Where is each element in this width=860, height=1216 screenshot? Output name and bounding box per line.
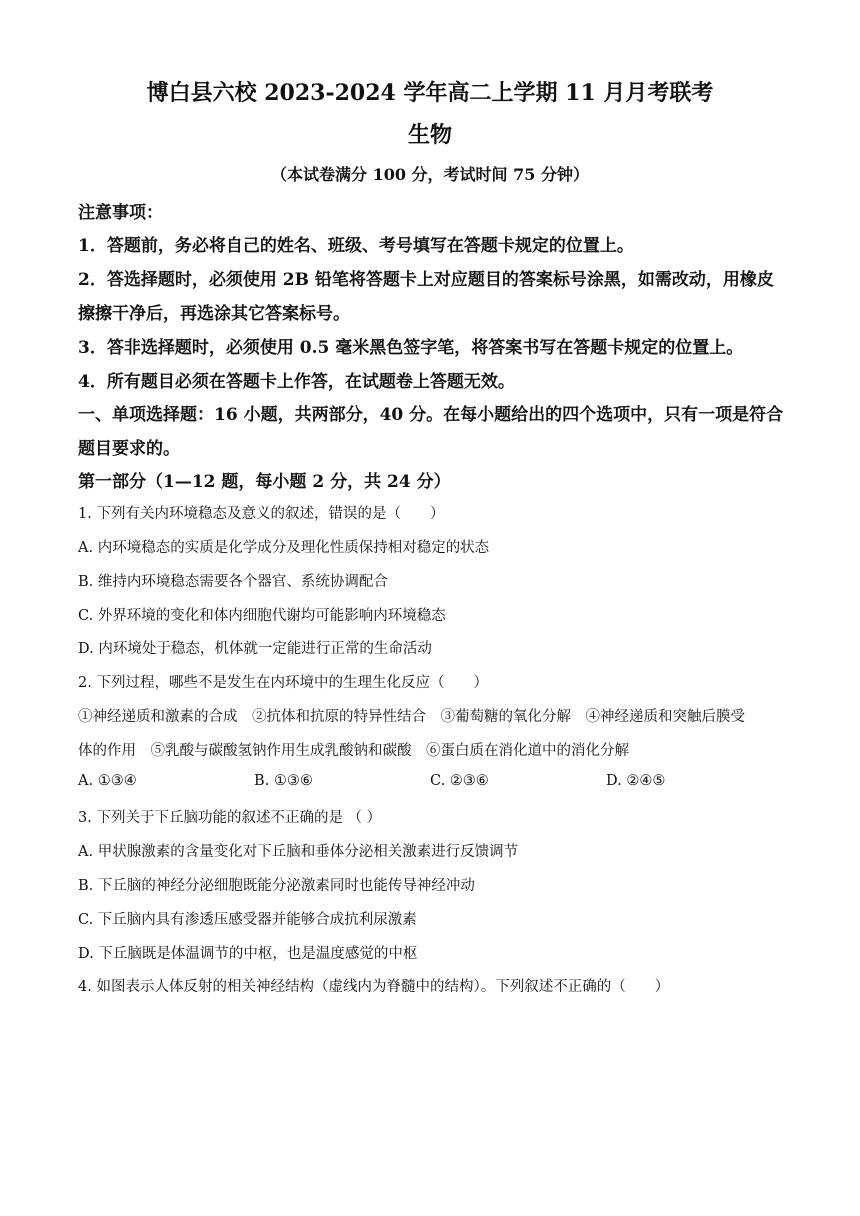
q1-option-c: C. 外界环境的变化和体内细胞代谢均可能影响内环境稳态 xyxy=(78,608,446,624)
exam-title: 博白县六校 2023-2024 学年高二上学期 11 月月考联考 xyxy=(146,80,714,106)
subject-title: 生物 xyxy=(407,122,452,148)
q2-option-d: D. ②④⑤ xyxy=(606,773,666,789)
notice-item-2: 2．答选择题时，必须使用 2B 铅笔将答题卡上对应题目的答案标号涂黑，如需改动，用橡皮 xyxy=(78,270,774,290)
q4-stem: 4. 如图表示人体反射的相关神经结构（虚线内为脊髓中的结构）。下列叙述不正确的（ ） xyxy=(78,979,670,995)
notice-item-2-cont: 擦擦干净后，再选涂其它答案标号。 xyxy=(78,304,350,324)
q1-option-a: A. 内环境稳态的实质是化学成分及理化性质保持相对稳定的状态 xyxy=(78,540,490,556)
q1-option-b: B. 维持内环境稳态需要各个器官、系统协调配合 xyxy=(78,574,388,590)
q3-option-d: D. 下丘脑既是体温调节的中枢，也是温度感觉的中枢 xyxy=(78,946,418,962)
section-heading-line1: 一、单项选择题：16 小题，共两部分，40 分。在每小题给出的四个选项中，只有一项是符合 xyxy=(78,405,784,425)
q3-stem: 3. 下列关于下丘脑功能的叙述不正确的是 （ ） xyxy=(78,810,382,826)
q3-option-a: A. 甲状腺激素的含量变化对下丘脑和垂体分泌相关激素进行反馈调节 xyxy=(78,844,519,860)
part1-heading: 第一部分（1—12 题，每小题 2 分，共 24 分） xyxy=(78,472,451,492)
notice-item-1: 1．答题前，务必将自己的姓名、班级、考号填写在答题卡规定的位置上。 xyxy=(78,236,634,256)
exam-info: （本试卷满分 100 分，考试时间 75 分钟） xyxy=(271,165,589,184)
notice-heading: 注意事项： xyxy=(78,203,163,223)
q3-option-b: B. 下丘脑的神经分泌细胞既能分泌激素同时也能传导神经冲动 xyxy=(78,878,475,894)
notice-item-3: 3．答非选择题时，必须使用 0.5 毫米黑色签字笔，将答案书写在答题卡规定的位置上。 xyxy=(78,338,744,358)
q2-option-b: B. ①③⑥ xyxy=(254,773,313,789)
notice-item-4: 4．所有题目必须在答题卡上作答，在试题卷上答题无效。 xyxy=(78,372,515,392)
q2-items-line2: 体的作用 ⑤乳酸与碳酸氢钠作用生成乳酸钠和碳酸 ⑥蛋白质在消化道中的消化分解 xyxy=(78,743,629,759)
q2-items-line1: ①神经递质和激素的合成 ②抗体和抗原的特异性结合 ③葡萄糖的氧化分解 ④神经递质和突触后膜受 xyxy=(78,709,745,725)
q2-stem: 2. 下列过程，哪些不是发生在内环境中的生理生化反应（ ） xyxy=(78,675,488,691)
section-heading-line2: 题目要求的。 xyxy=(78,439,180,459)
q1-option-d: D. 内环境处于稳态，机体就一定能进行正常的生命活动 xyxy=(78,641,432,657)
q2-option-a: A. ①③④ xyxy=(78,773,137,789)
q3-option-c: C. 下丘脑内具有渗透压感受器并能够合成抗利尿激素 xyxy=(78,912,417,928)
q2-option-c: C. ②③⑥ xyxy=(430,773,489,789)
q1-stem: 1. 下列有关内环境稳态及意义的叙述，错误的是（ ） xyxy=(78,506,445,522)
